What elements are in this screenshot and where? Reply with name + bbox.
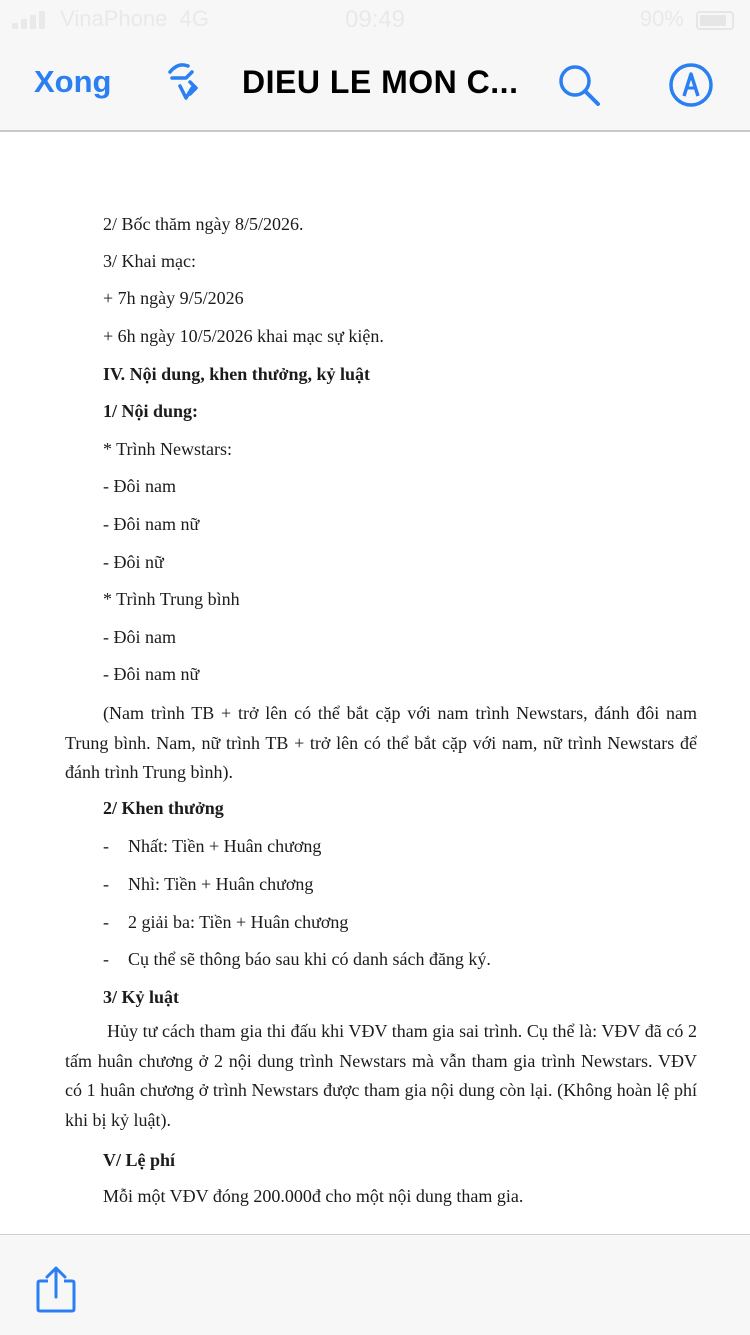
battery-percent: 90%	[639, 6, 684, 31]
opening-time-2: + 6h ngày 10/5/2026 khai mạc sự kiện.	[103, 326, 384, 346]
reward-item: Nhất: Tiền + Huân chương	[128, 836, 322, 856]
share-icon[interactable]	[34, 1265, 78, 1315]
bottom-toolbar	[0, 1234, 750, 1335]
clock: 09:49	[344, 6, 406, 33]
section-iv-heading: IV. Nội dung, khen thưởng, kỷ luật	[103, 364, 371, 384]
document-page	[0, 132, 750, 1234]
battery-info	[640, 6, 734, 32]
reward-bullet: -	[103, 949, 109, 969]
discipline-paragraph: Hủy tư cách tham gia thi đấu khi VĐV tham gia sai trình. Cụ thể là: VĐV đã có 2 tấm huân chương ở 2 nội dung trình Newstars mà vẫn tham gia trình Newstars. VĐV có 1 huân chương ở trình Newstars được tham gia nội dung còn lại. (Không hoàn lệ phí khi bị kỷ luật).	[65, 1021, 697, 1130]
list-item: - Đôi nam nữ	[103, 514, 200, 534]
battery-icon	[696, 11, 734, 30]
reward-bullet: -	[103, 874, 109, 894]
draw-date-line: 2/ Bốc thăm ngày 8/5/2026.	[103, 214, 304, 234]
search-icon[interactable]	[556, 62, 602, 108]
fee-text: Mỗi một VĐV đóng 200.000đ cho một nội dung tham gia.	[103, 1186, 524, 1206]
carrier-name: VinaPhone	[60, 6, 168, 31]
reward-item: Cụ thể sẽ thông báo sau khi có danh sách đăng ký.	[128, 949, 491, 969]
rewards-heading: 2/ Khen thưởng	[103, 798, 224, 818]
fee-heading: V/ Lệ phí	[103, 1150, 176, 1170]
opening-heading: 3/ Khai mạc:	[103, 251, 196, 271]
reward-item: Nhì: Tiền + Huân chương	[128, 874, 314, 894]
content-heading: 1/ Nội dung:	[103, 401, 199, 421]
nav-bar	[0, 40, 750, 132]
reward-bullet: -	[103, 836, 109, 856]
markup-pen-icon[interactable]	[668, 62, 714, 108]
list-item: - Đôi nam	[103, 476, 176, 496]
note-paragraph: (Nam trình TB + trở lên có thể bắt cặp với nam trình Newstars, đánh đôi nam Trung bình. Nam, nữ trình TB + trở lên có thể bắt cặp với nam, nữ trình Newstars để đánh trình Trung bình).	[65, 703, 697, 782]
list-item: * Trình Trung bình	[103, 589, 240, 609]
list-item: - Đôi nam	[103, 627, 176, 647]
status-bar	[0, 0, 750, 40]
markup-rotate-icon[interactable]	[162, 58, 206, 106]
document-title: DIEU LE MON C...	[242, 64, 519, 100]
list-item: - Đôi nữ	[103, 552, 164, 572]
done-button[interactable]: Xong	[34, 64, 112, 99]
list-item: - Đôi nam nữ	[103, 664, 200, 684]
list-item: * Trình Newstars:	[103, 439, 233, 459]
reward-item: 2 giải ba: Tiền + Huân chương	[128, 912, 349, 932]
reward-bullet: -	[103, 912, 109, 932]
network-type: 4G	[179, 6, 209, 31]
discipline-heading: 3/ Kỷ luật	[103, 987, 180, 1007]
opening-time-1: + 7h ngày 9/5/2026	[103, 288, 244, 308]
